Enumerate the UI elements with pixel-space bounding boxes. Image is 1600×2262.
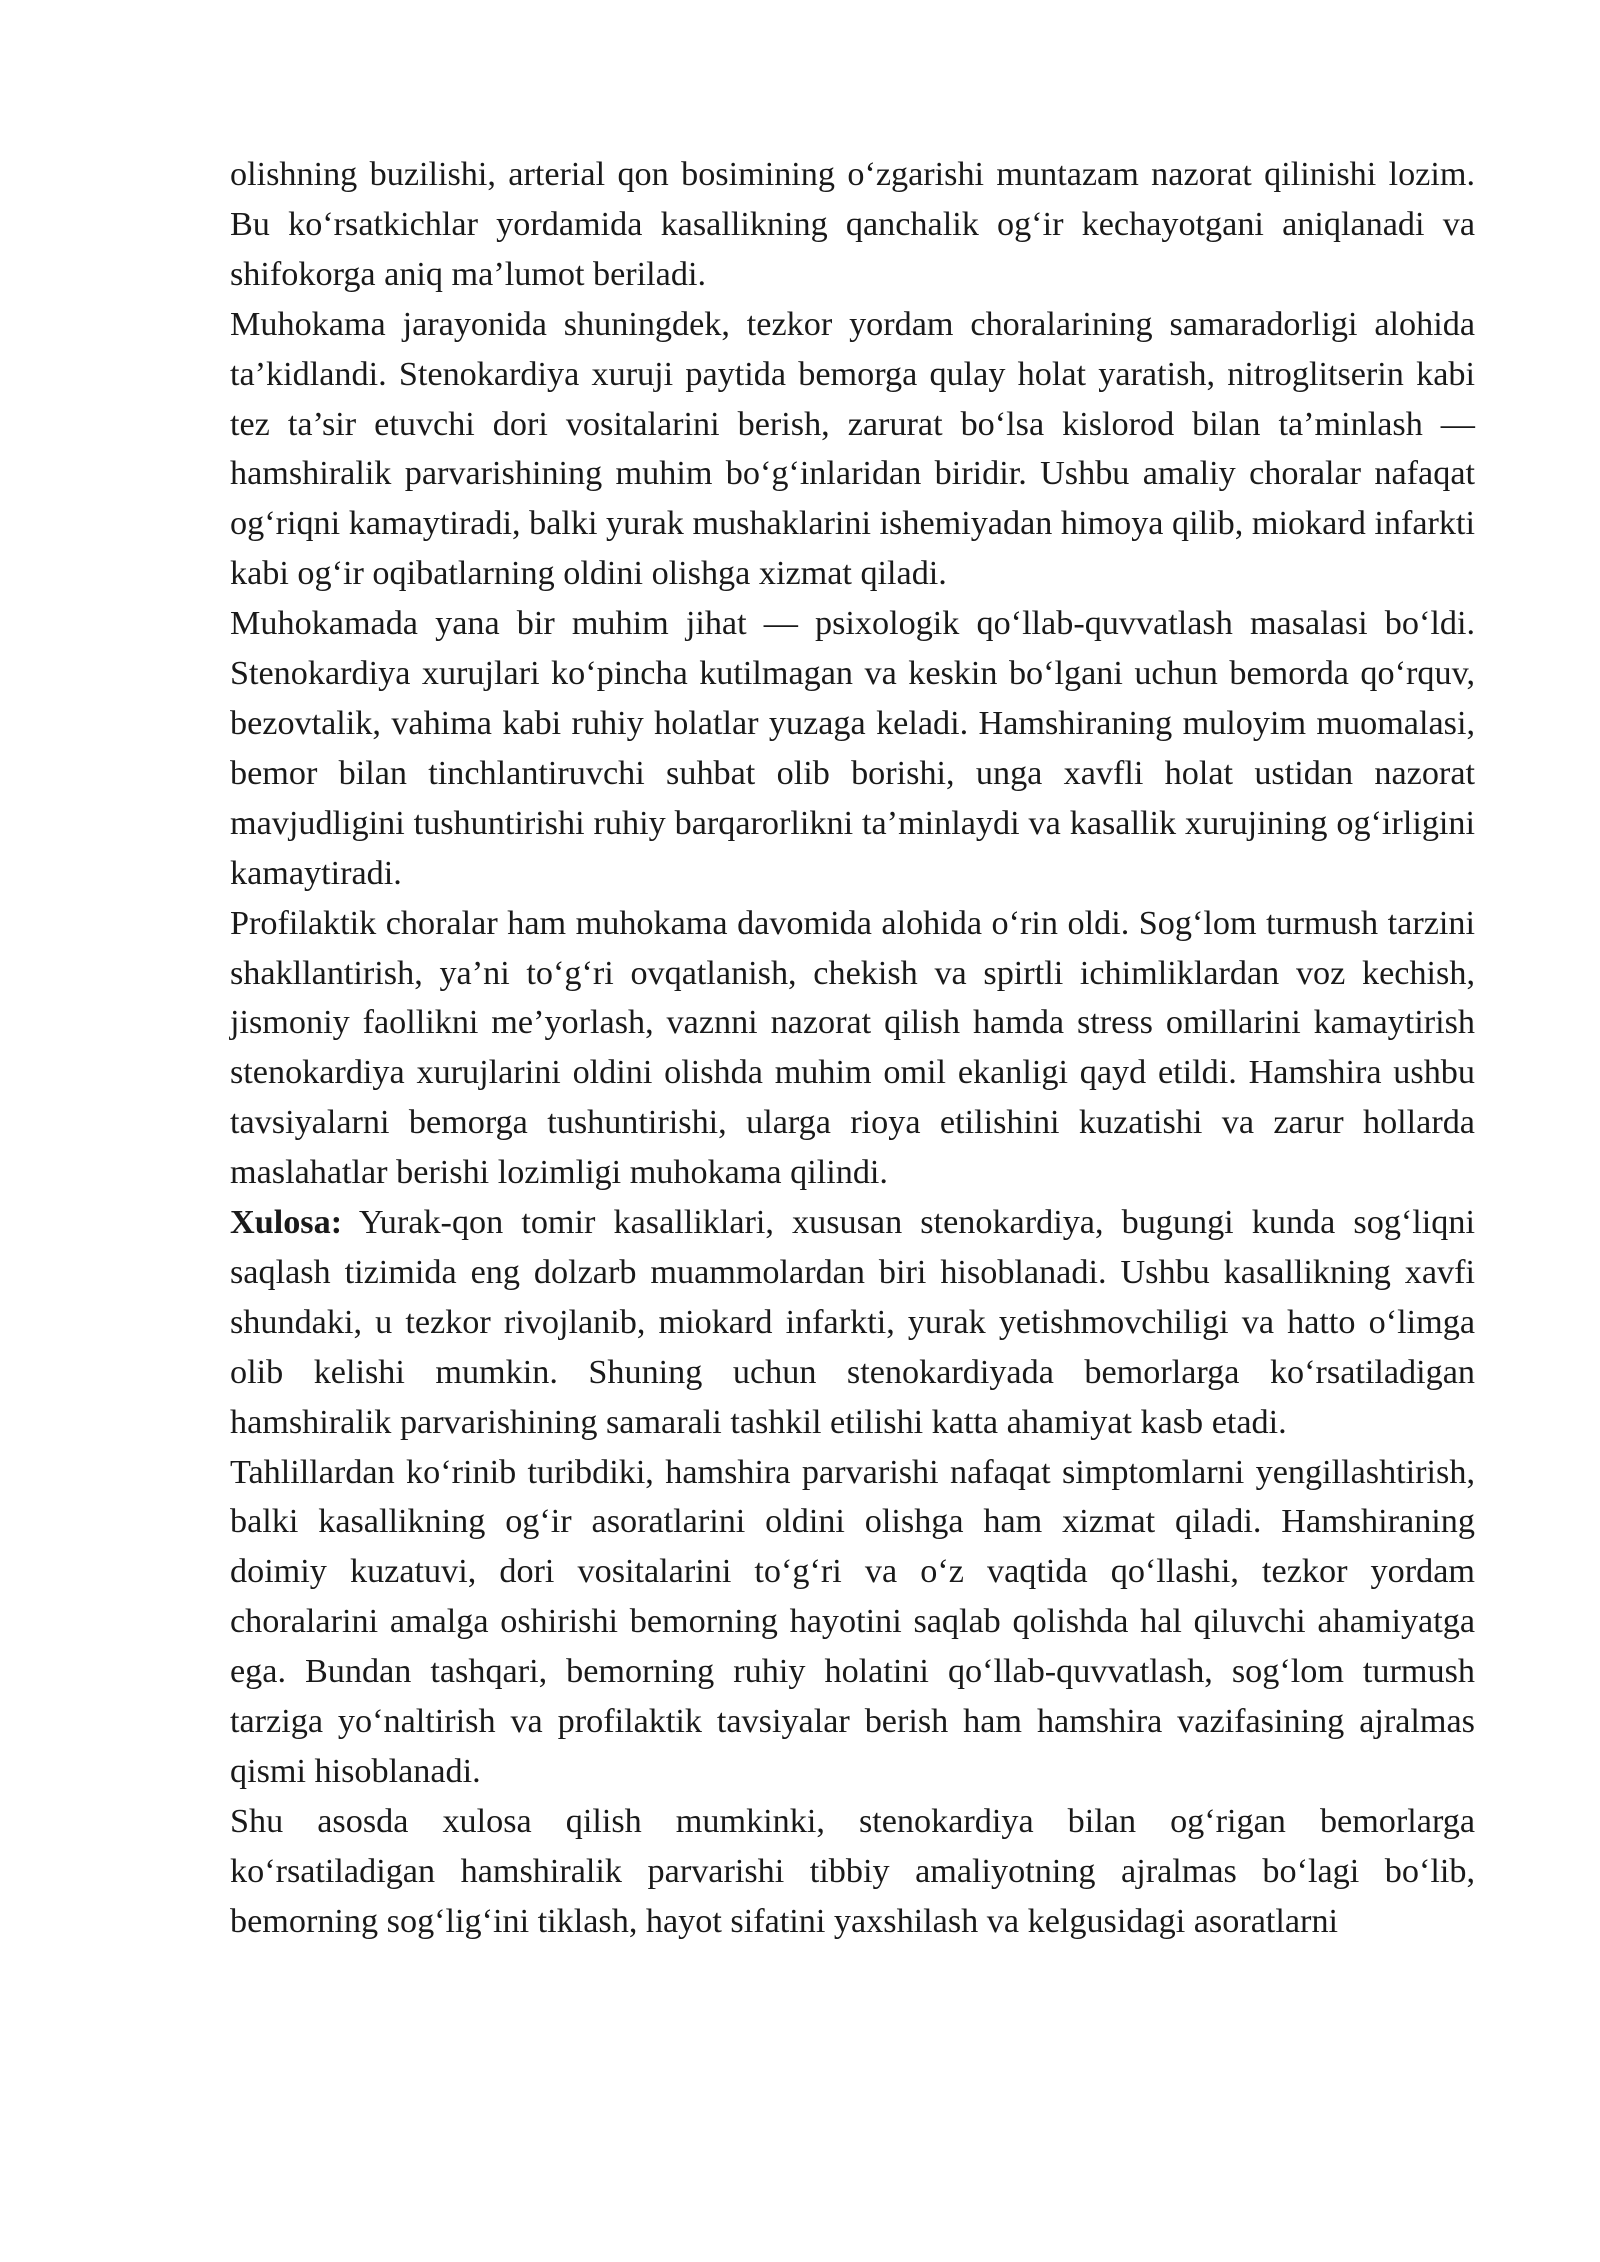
paragraph-psychological-support [230, 599, 1475, 898]
paragraph-monitoring [230, 150, 1475, 300]
paragraph-text: Profilaktik choralar ham muhokama davomida alohida o‘rin oldi. Sog‘lom turmush tarzini shakllantirish, ya’ni to‘g‘ri ovqatlanish, chekish va spirtli ichimliklardan voz kechish, jismoniy faollikni me’yorlash, vaznni nazorat qilish hamda stress omillarini kamaytirish stenokardiya xurujlarini oldini olishda muhim omil ekanligi qayd etildi. Hamshira ushbu tavsiyalarni bemorga tushuntirishi, ularga rioya etilishini kuzatishi va zarur hollarda maslahatlar berishi lozimligi muhokama qilindi. [230, 904, 1475, 1192]
paragraph-prevention [230, 899, 1475, 1198]
paragraph-final-summary [230, 1797, 1475, 1947]
paragraph-analysis [230, 1448, 1475, 1797]
paragraph-text: Tahlillardan ko‘rinib turibdiki, hamshira parvarishi nafaqat simptomlarni yengillashtirish, balki kasallikning og‘ir asoratlarini oldini olishga ham xizmat qiladi. Hamshiraning doimiy kuzatuvi, dori vositalarini to‘g‘ri va o‘z vaqtida qo‘llashi, tezkor yordam choralarini amalga oshirishi bemorning hayotini saqlab qolishda hal qiluvchi ahamiyatga ega. Bundan tashqari, bemorning ruhiy holatini qo‘llab-quvvatlash, sog‘lom turmush tarziga yo‘naltirish va profilaktik tavsiyalar berish ham hamshira vazifasining ajralmas qismi hisoblanadi. [230, 1453, 1475, 1790]
paragraph-emergency-care [230, 300, 1475, 599]
paragraph-conclusion [230, 1198, 1475, 1448]
paragraph-text: Shu asosda xulosa qilish mumkinki, stenokardiya bilan og‘rigan bemorlarga ko‘rsatiladigan hamshiralik parvarishi tibbiy amaliyotning ajralmas bo‘lagi bo‘lib, bemorning sog‘lig‘ini tiklash, hayot sifatini yaxshilash va kelgusidagi asoratlarni [230, 1802, 1475, 1940]
document-body [230, 150, 1475, 1947]
paragraph-text: Yurak-qon tomir kasalliklari, xususan stenokardiya, bugungi kunda sog‘liqni saqlash tizimida eng dolzarb muammolardan biri hisoblanadi. Ushbu kasallikning xavfi shundaki, u tezkor rivojlanib, miokard infarkti, yurak yetishmovchiligi va hatto o‘limga olib kelishi mumkin. Shuning uchun stenokardiyada bemorlarga ko‘rsatiladigan hamshiralik parvarishining samarali tashkil etilishi katta ahamiyat kasb etadi. [230, 1204, 1475, 1441]
conclusion-heading: Xulosa: [230, 1204, 343, 1242]
paragraph-text: Muhokamada yana bir muhim jihat — psixologik qo‘llab-quvvatlash masalasi bo‘ldi. Stenokardiya xurujlari ko‘pincha kutilmagan va keskin bo‘lgani uchun bemorda qo‘rquv, bezovtalik, vahima kabi ruhiy holatlar yuzaga keladi. Hamshiraning muloyim muomalasi, bemor bilan tinchlantiruvchi suhbat olib borishi, unga xavfli holat ustidan nazorat mavjudligini tushuntirishi ruhiy barqarorlikni ta’minlaydi va kasallik xurujining og‘irligini kamaytiradi. [230, 605, 1475, 892]
paragraph-text: olishning buzilishi, arterial qon bosimining o‘zgarishi muntazam nazorat qilinishi lozim. Bu ko‘rsatkichlar yordamida kasallikning qanchalik og‘ir kechayotgani aniqlanadi va shifokorga aniq ma’lumot beriladi. [230, 156, 1475, 293]
paragraph-text: Muhokama jarayonida shuningdek, tezkor yordam choralarining samaradorligi alohida ta’kidlandi. Stenokardiya xuruji paytida bemorga qulay holat yaratish, nitroglitserin kabi tez ta’sir etuvchi dori vositalarini berish, zarurat bo‘lsa kislorod bilan ta’minlash — hamshiralik parvarishining muhim bo‘g‘inlaridan biridir. Ushbu amaliy choralar nafaqat og‘riqni kamaytiradi, balki yurak mushaklarini ishemiyadan himoya qilib, miokard infarkti kabi og‘ir oqibatlarning oldini olishga xizmat qiladi. [230, 305, 1475, 593]
